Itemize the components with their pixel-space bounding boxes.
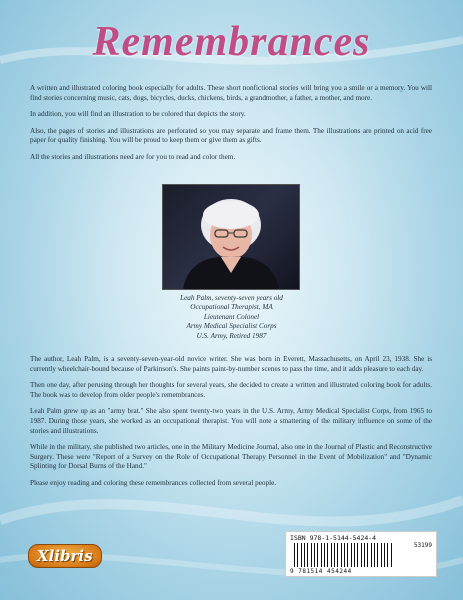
barcode-bar (337, 543, 338, 567)
caption-line: Occupational Therapist, MA (190, 303, 273, 312)
barcode-bar (361, 543, 362, 567)
barcode-bar (307, 543, 308, 567)
barcode-bar (387, 543, 388, 567)
book-title: Remembrances (92, 19, 371, 65)
barcode-bar (311, 543, 312, 567)
barcode-bar (324, 543, 325, 567)
author-photo (162, 184, 300, 290)
caption-line: U.S. Army, Retired 1987 (196, 331, 267, 340)
photo-caption (0, 294, 463, 341)
barcode-bar (374, 543, 375, 567)
barcode-bar (304, 543, 305, 567)
price-code: 53199 (413, 542, 432, 549)
barcode-bar (391, 543, 392, 567)
barcode-bar (347, 543, 348, 567)
bio-paragraph: Please enjoy reading and coloring these remembrances collected from several people. (30, 478, 277, 487)
intro-paragraph: Also, the pages of stories and illustrations are perforated so you may separate and frame them. The illustrations are printed on acid free paper for quality finishing. You will be proud to keep them or give them as gifts. (30, 126, 432, 145)
caption-line: Lieutenant Colonel (203, 312, 260, 321)
barcode-bar (381, 543, 382, 567)
barcode-bar (377, 543, 378, 567)
barcode-bar (371, 543, 372, 567)
barcode-bar (317, 543, 318, 567)
barcode-bar (331, 543, 332, 567)
barcode-number: 9 781514 454244 (290, 568, 352, 575)
publisher-logo: Xlibris (28, 544, 102, 568)
bio-paragraph: The author, Leah Palm, is a seventy-seven-year-old novice writer. She was born in Everett, Massachusetts, on April 23, 1938. She is currently wheelchair-bound because of Parkinson's. She paints paint-by-number scenes to pass the time, and it adds pleasure to each day. (30, 355, 432, 373)
barcode-bar (301, 543, 302, 567)
bio-paragraph: While in the military, she published two articles, one in the Military Medicine Journal, also one in the Journal of Plastic and Reconstructive Surgery. These were "Report of a Survey on the Role of Occupational Therapy Personnel in the Event of Mobilization" and "Dynamic Splinting for Dorsal Burns of the Hand." (30, 443, 432, 471)
barcode-bar (367, 543, 368, 567)
barcode-bars (294, 543, 394, 567)
barcode-bar (354, 543, 355, 567)
barcode-bar (334, 543, 335, 567)
intro-text (30, 84, 432, 170)
barcode-bar (341, 543, 342, 567)
barcode-bar (351, 543, 352, 567)
barcode-bar (294, 543, 295, 567)
author-portrait-illustration (163, 185, 299, 289)
barcode-bar (344, 543, 345, 567)
barcode-bar (327, 543, 328, 567)
intro-paragraph: In addition, you will find an illustration to be colored that depicts the story. (30, 110, 246, 119)
intro-paragraph: A written and illustrated coloring book especially for adults. These short nonfictional stories will bring you a smile or a memory. You will find stories concerning music, cats, dogs, bicycles, ducks, chickens, birds, a grandmother, a father, a mother, and more. (30, 84, 432, 102)
bio-paragraph: Then one day, after perusing through her thoughts for several years, she decided to create a written and illustrated coloring book for adults. The book was to develop from older people's remembrances. (30, 381, 432, 399)
isbn-barcode (285, 531, 437, 577)
bio-paragraph: Leah Palm grew up as an "army brat." She also spent twenty-two years in the U.S. Army, Army Medical Specialist Corps, from 1965 to 1987. During those years, she worked as an occupational therapist. You will note a smattering of the military influence on some of the stories and illustrations. (30, 407, 432, 435)
barcode-bar (357, 543, 358, 567)
isbn-label: ISBN 978-1-5144-5424-4 (290, 534, 377, 542)
barcode-bar (314, 543, 315, 567)
intro-paragraph: All the stories and illustrations need are for you to read and color them. (30, 152, 236, 161)
barcode-bar (364, 543, 365, 567)
author-bio (30, 355, 432, 496)
barcode-bar (384, 543, 385, 567)
barcode-bar (321, 543, 322, 567)
caption-line: Leah Palm, seventy-seven years old (180, 294, 283, 302)
barcode-bar (297, 543, 298, 567)
caption-line: Army Medical Specialist Corps (186, 322, 277, 331)
